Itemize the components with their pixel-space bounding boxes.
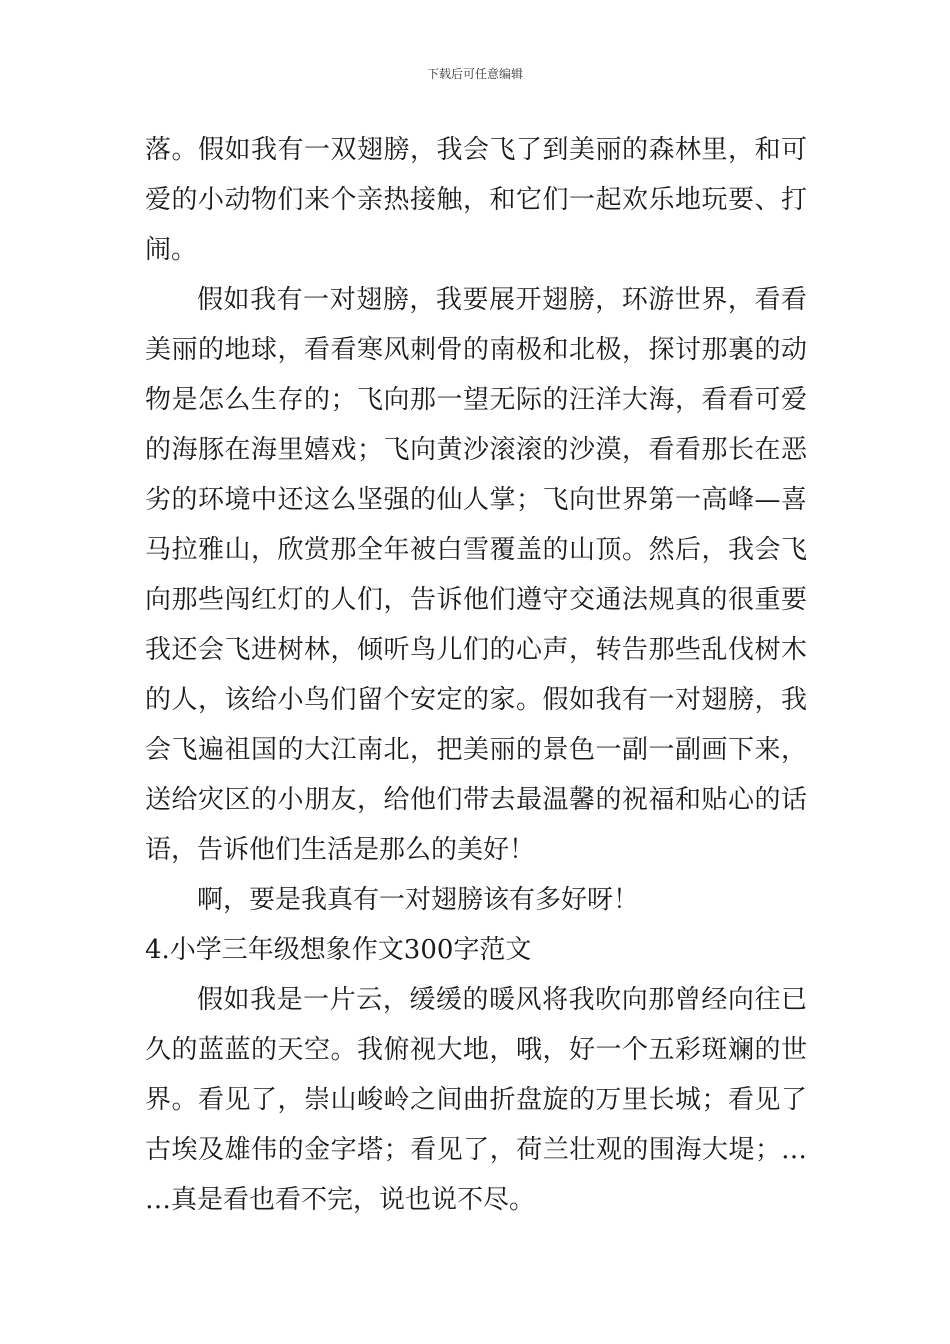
text-line: …真是看也看不完，说也说不尽。 bbox=[145, 1185, 536, 1215]
text-line: 向那些闯红灯的人们，告诉他们遵守交通法规真的很重要 bbox=[145, 585, 807, 615]
text-line: 落。假如我有一双翅膀，我会飞了到美丽的森林里，和可 bbox=[145, 135, 807, 165]
paragraph bbox=[145, 125, 807, 275]
paragraph bbox=[145, 875, 807, 925]
text-line: 啊，要是我真有一对翅膀该有多好呀！ bbox=[197, 885, 640, 915]
text-line: 劣的环境中还这么坚强的仙人掌；飞向世界第一高峰—喜 bbox=[145, 485, 807, 515]
text-line: 的人，该给小鸟们留个安定的家。假如我有一对翅膀，我 bbox=[145, 685, 807, 715]
text-line: 马拉雅山，欣赏那全年被白雪覆盖的山顶。然后，我会飞 bbox=[145, 535, 807, 565]
paragraph bbox=[145, 275, 807, 875]
text-line: 假如我有一对翅膀，我要展开翅膀，环游世界，看看 bbox=[197, 285, 807, 315]
text-line: 美丽的地球，看看寒风刺骨的南极和北极，探讨那裏的动 bbox=[145, 335, 807, 365]
text-line: 我还会飞进树林，倾听鸟儿们的心声，转告那些乱伐树木 bbox=[145, 635, 807, 665]
section-heading: 4.小学三年级想象作文300字范文 bbox=[145, 935, 532, 965]
text-line: 的海豚在海里嬉戏；飞向黄沙滚滚的沙漠，看看那长在恶 bbox=[145, 435, 807, 465]
text-line: 爱的小动物们来个亲热接触，和它们一起欢乐地玩要、打 bbox=[145, 185, 807, 215]
text-line: 送给灾区的小朋友，给他们带去最温馨的祝福和贴心的话 bbox=[145, 785, 807, 815]
text-line: 闹。 bbox=[145, 235, 198, 265]
text-line: 语，告诉他们生活是那么的美好！ bbox=[145, 835, 536, 865]
text-line: 界。看见了，崇山峻岭之间曲折盘旋的万里长城；看见了 bbox=[145, 1085, 807, 1115]
text-line: 物是怎么生存的；飞向那一望无际的汪洋大海，看看可爱 bbox=[145, 385, 807, 415]
text-line: 会飞遍祖国的大江南北，把美丽的景色一副一副画下来， bbox=[145, 735, 807, 765]
paragraph bbox=[145, 975, 807, 1225]
text-line: 古埃及雄伟的金字塔；看见了，荷兰壮观的围海大堤；… bbox=[145, 1135, 807, 1165]
text-line: 假如我是一片云，缓缓的暖风将我吹向那曾经向往已 bbox=[197, 985, 807, 1015]
document-body bbox=[145, 125, 807, 1225]
page-header: 下载后可任意编辑 bbox=[426, 67, 523, 81]
text-line: 久的蓝蓝的天空。我俯视大地，哦，好一个五彩斑斓的世 bbox=[145, 1035, 807, 1065]
